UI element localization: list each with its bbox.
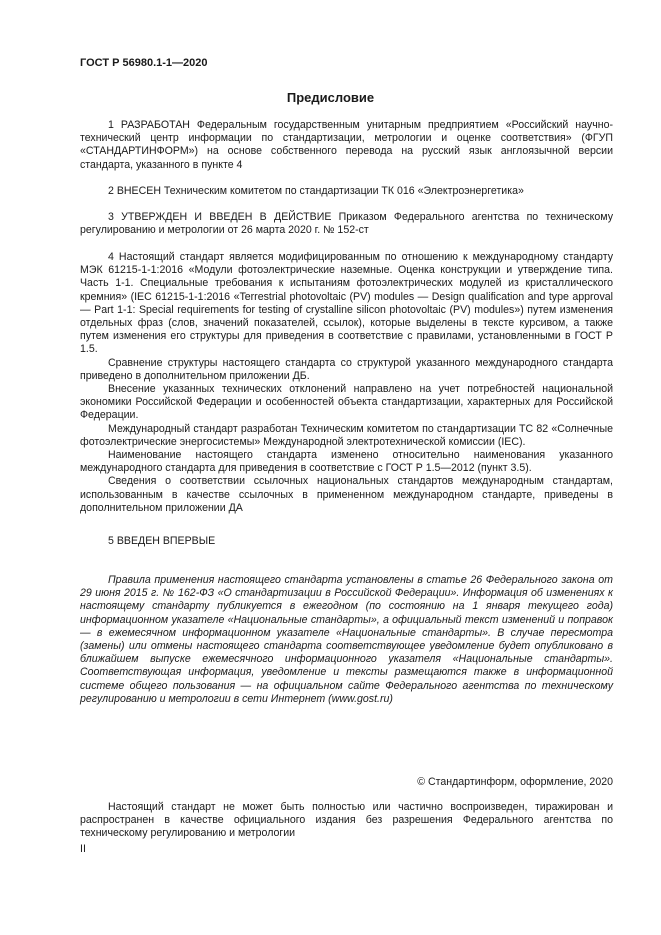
reproduction-text: Настоящий стандарт не может быть полностью или частично воспроизведен, тиражирован и распространен в качестве официального издания без разрешения Федерального агентства по техническому регулированию и метрологии	[80, 801, 613, 840]
application-rules-text: Правила применения настоящего стандарта установлены в статье 26 Федерального закона от 29 июня 2015 г. № 162-ФЗ «О стандартизации в Российской Федерации». Информация об изменениях к настоящему стандарту публикуется в ежегодном (по состоянию на 1 января текущего года) информационном указателе «Национальные стандарты», а официальный текст изменений и поправок — в ежемесячном информационном указателе «Национальные стандарты». В случае пересмотра (замены) или отмены настоящего стандарта соответствующее уведомление будет опубликовано в ближайшем выпуске ежемесячного информационного указателя «Национальные стандарты». Соответствующая информация, уведомление и тексты размещаются также в информационной системе общего пользования — на официальном сайте Федерального агентства по техническому регулированию и метрологии в сети Интернет (www.gost.ru)	[80, 574, 613, 705]
page-title: Предисловие	[286, 90, 375, 105]
item-1-text: 1 РАЗРАБОТАН Федеральным государственным унитарным предприятием «Российский научно-технический центр информации по стандартизации, метрологии и оценке соответствия» (ФГУП «СТАНДАРТИНФОРМ») на основе собственного перевода на русский язык англоязычной версии стандарта, указанного в пункте 4	[80, 119, 613, 171]
copyright: © Стандартинформ, оформление, 2020	[417, 776, 613, 788]
item-4-paragraph-deviations: Внесение указанных технических отклонений направлено на учет потребностей национальной экономики Российской Федерации и особенностей объекта стандартизации, характерных для Российской Федерации.	[80, 383, 613, 422]
item-2-text: 2 ВНЕСЕН Техническим комитетом по стандартизации ТК 016 «Электроэнергетика»	[108, 185, 524, 197]
item-4-paragraph-title-change: Наименование настоящего стандарта изменено относительно наименования указанного международного стандарта для приведения в соответствие с ГОСТ Р 1.5—2012 (пункт 3.5).	[80, 449, 613, 475]
document-code: ГОСТ Р 56980.1-1—2020	[80, 57, 208, 69]
item-4-block	[80, 251, 613, 515]
page-number: II	[80, 843, 86, 855]
item-4-paragraph-developer: Международный стандарт разработан Техническим комитетом по стандартизации ТС 82 «Солнечные фотоэлектрические энергосистемы» Международной электротехнической комиссии (IEC).	[80, 422, 613, 448]
item-1-block	[80, 119, 613, 172]
item-4-paragraph-structure: Сравнение структуры настоящего стандарта со структурой указанного международного стандарта приведено в дополнительном приложении ДБ.	[80, 356, 613, 382]
application-rules-note	[80, 574, 613, 706]
item-4-text: 4 Настоящий стандарт является модифицированным по отношению к международному стандарту МЭК 61215-1-1:2016 «Модули фотоэлектрические наземные. Оценка конструкции и утверждение типа. Часть 1-1. Специальные требования к испытаниям фотоэлектрических модулей из кристаллического кремния» (IEC 61215-1-1:2016 «Terrestrial photovoltaic (PV) modules — Design qualification and type approval — Part 1-1: Special requirements for testing of crystalline silicon photovoltaic (PV) modules») путем изменения отдельных фраз (слов, значений показателей, ссылок), которые выделены в тексте курсивом, а также путем изменения его структуры для приведения в соответствие с правилами, установленными в ГОСТ Р 1.5.	[80, 251, 613, 356]
item-5-block	[80, 535, 613, 548]
item-3-block	[80, 211, 613, 237]
item-5-text: 5 ВВЕДЕН ВПЕРВЫЕ	[108, 535, 216, 547]
item-4-paragraph-references: Сведения о соответствии ссылочных национальных стандартов международным стандартам, использованным в качестве ссылочных в примененном международном стандарте, приведены в дополнительном приложении ДА	[80, 475, 613, 514]
item-2-block	[80, 185, 613, 198]
item-3-text: 3 УТВЕРЖДЕН И ВВЕДЕН В ДЕЙСТВИЕ Приказом Федерального агентства по техническому регулированию и метрологии от 26 марта 2020 г. № 152-ст	[80, 211, 613, 237]
reproduction-notice	[80, 801, 613, 841]
